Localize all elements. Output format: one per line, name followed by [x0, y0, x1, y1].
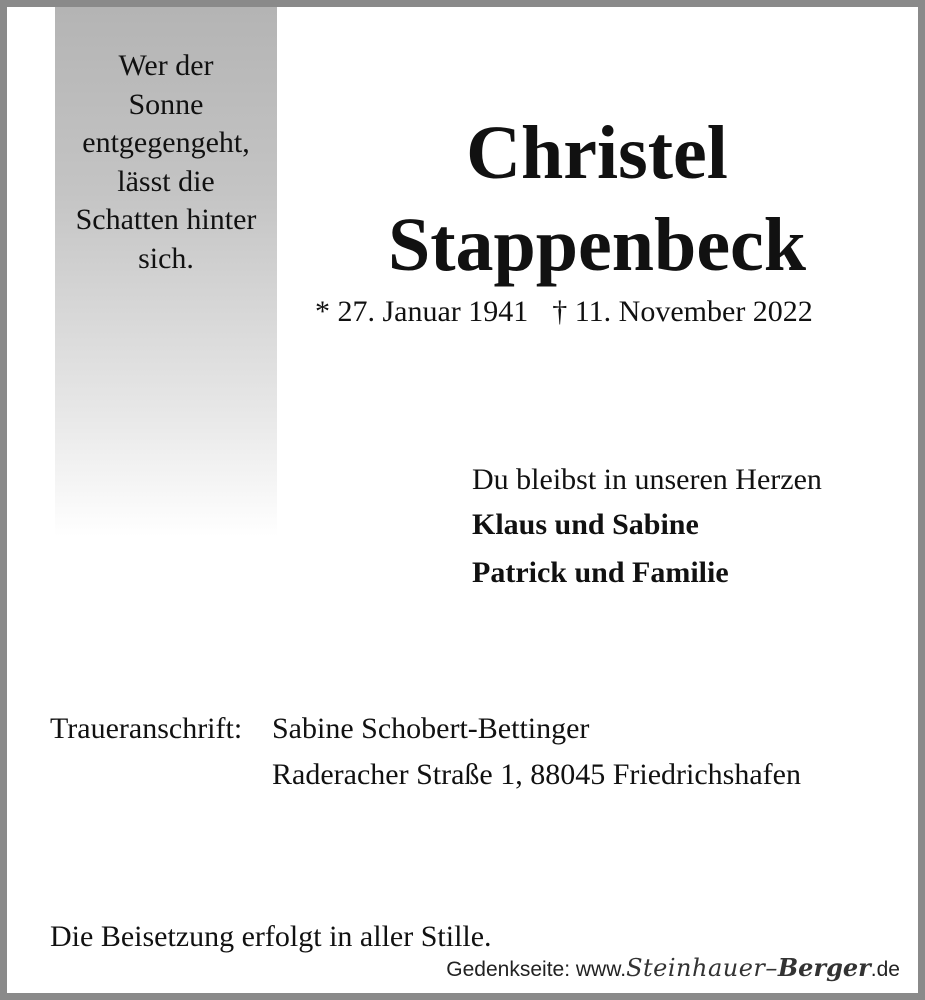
last-name: Stappenbeck — [387, 203, 807, 287]
quote-line: entgegengeht, — [82, 126, 250, 159]
quote-line: Wer der — [118, 49, 214, 82]
mourner-name: Klaus und Sabine — [472, 508, 699, 541]
brand-logo-part1: Steinhauer — [626, 954, 766, 982]
address-name: Sabine Schobert-Bettinger — [272, 712, 590, 745]
footer-suffix: .de — [870, 958, 900, 981]
birth-date: * 27. Januar 1941 — [315, 295, 529, 328]
quote-line: sich. — [138, 241, 194, 275]
burial-note: Die Beisetzung erfolgt in aller Stille. — [50, 920, 492, 953]
quote-line: lässt die — [117, 164, 215, 198]
life-dates — [315, 294, 813, 330]
memorial-page-link[interactable] — [446, 953, 900, 985]
quote-line: Sonne — [128, 87, 204, 121]
brand-logo-part2: Berger — [777, 953, 871, 982]
address-street: Raderacher Straße 1, 88045 Friedrichshafen — [272, 758, 801, 791]
death-date: † 11. November 2022 — [552, 295, 813, 328]
mourner-name: Patrick und Familie — [472, 556, 729, 589]
first-name: Christel — [466, 111, 728, 195]
brand-separator: – — [765, 954, 778, 982]
deceased-name — [297, 107, 897, 291]
quote-block — [55, 47, 277, 278]
quote-line: Schatten hinter — [75, 203, 257, 236]
footer-prefix: Gedenkseite: www. — [446, 958, 627, 981]
mourners-intro: Du bleibst in unseren Herzen — [472, 463, 822, 496]
address-label: Traueranschrift: — [50, 712, 243, 745]
